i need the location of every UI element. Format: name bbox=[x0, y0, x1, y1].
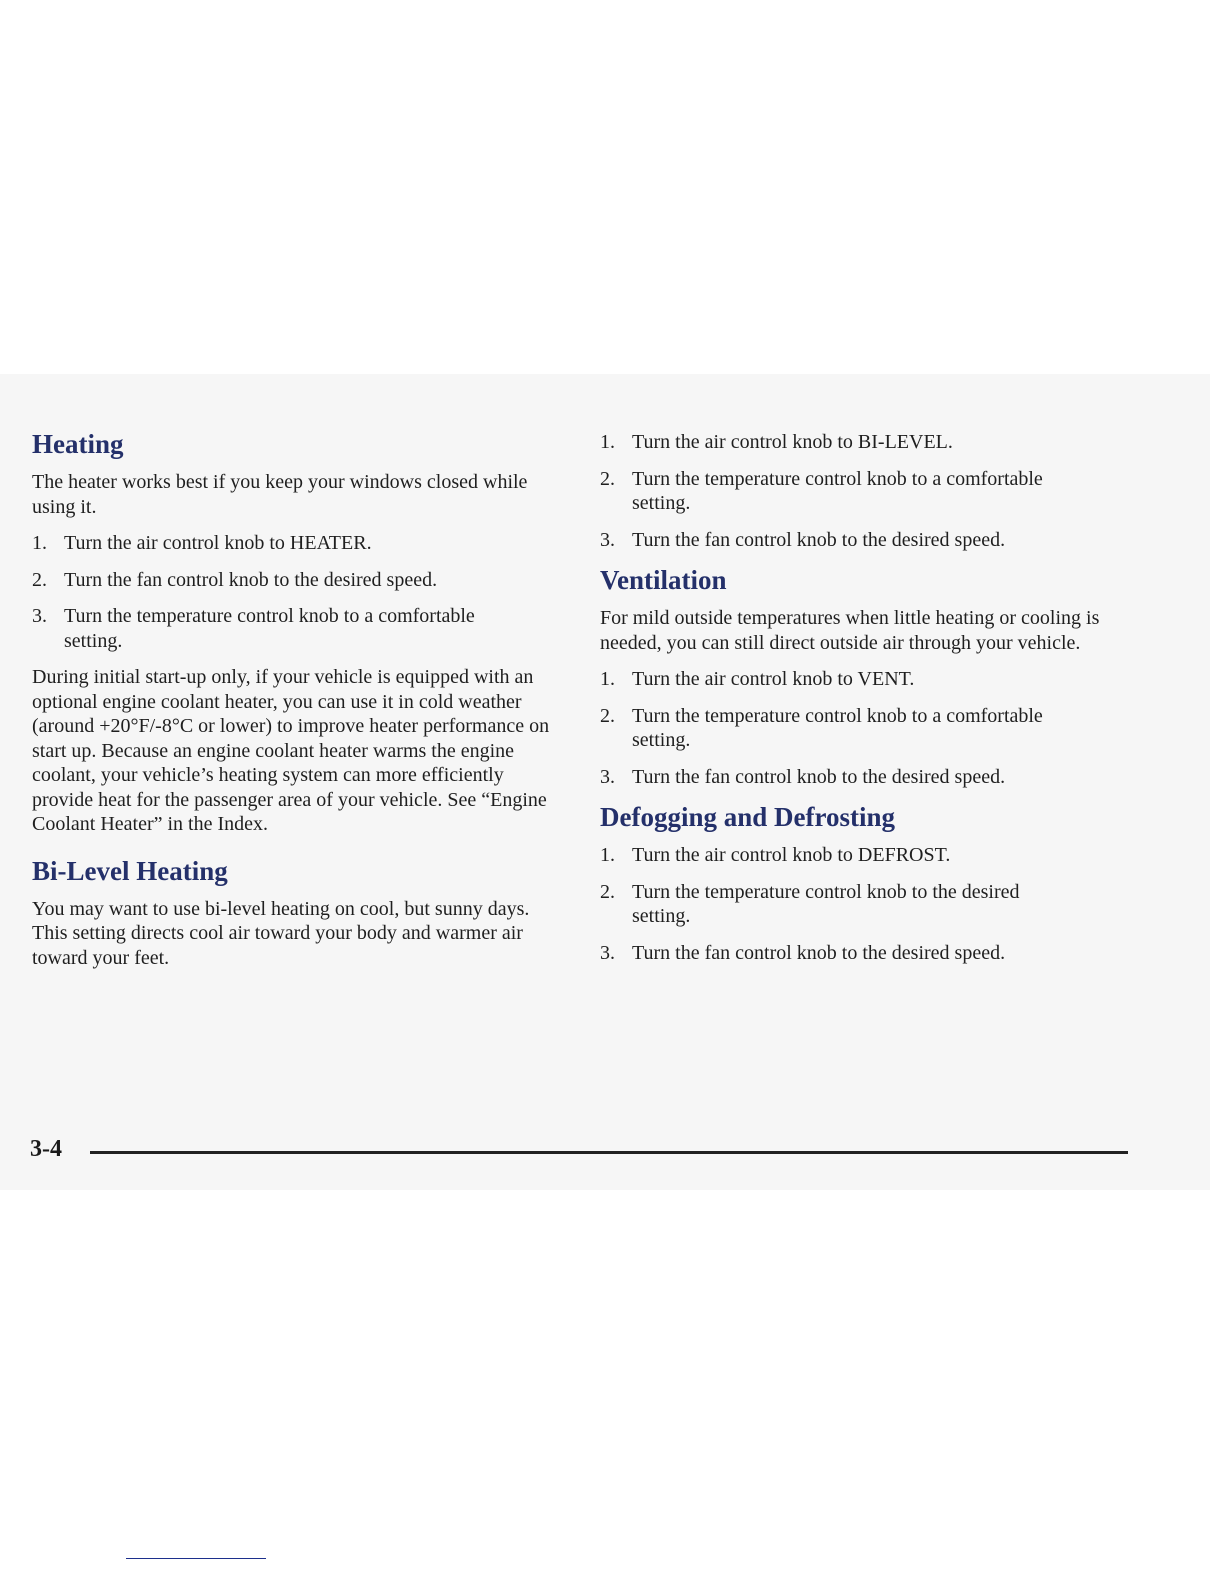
step-text: Turn the air control knob to HEATER. bbox=[64, 532, 372, 554]
list-item bbox=[600, 528, 1160, 553]
heading-heating: Heating bbox=[32, 429, 124, 459]
list-item bbox=[600, 704, 1052, 753]
step-number: 1. bbox=[600, 431, 615, 453]
heating-note: During initial start-up only, if your vehicle is equipped with an optional engine coolant heater, you can use it in cold weather (around +20°F/-8°C or lower) to improve heater performance on start up. Because an engine coolant heater warms the engine coolant, your vehicle’s heating system can more efficiently provide heat for the passenger area of your vehicle. See “Engine Coolant Heater” in the Index. bbox=[32, 666, 550, 835]
heading-ventilation: Ventilation bbox=[600, 565, 727, 595]
list-item bbox=[600, 765, 1160, 790]
step-text: Turn the fan control knob to the desired speed. bbox=[64, 568, 438, 591]
step-number: 1. bbox=[600, 844, 615, 866]
step-text: Turn the fan control knob to the desired speed. bbox=[632, 528, 1006, 551]
page-number: 3-4 bbox=[30, 1136, 62, 1162]
list-item bbox=[32, 531, 562, 556]
step-number: 3. bbox=[600, 941, 615, 964]
list-item bbox=[32, 568, 562, 593]
list-item bbox=[600, 843, 1160, 868]
step-number: 1. bbox=[600, 668, 615, 690]
step-number: 3. bbox=[600, 765, 615, 788]
step-number: 1. bbox=[32, 532, 47, 554]
step-text: Turn the air control knob to DEFROST. bbox=[632, 844, 951, 866]
footer-divider bbox=[90, 1151, 1128, 1154]
step-number: 2. bbox=[600, 880, 615, 903]
bottom-divider bbox=[126, 1558, 266, 1559]
step-text: Turn the fan control knob to the desired speed. bbox=[632, 941, 1006, 964]
step-number: 3. bbox=[600, 528, 615, 551]
bi-level-steps bbox=[600, 430, 1160, 552]
heating-steps bbox=[32, 531, 562, 653]
defog-steps bbox=[600, 843, 1160, 965]
list-item bbox=[600, 941, 1160, 966]
step-text: Turn the temperature control knob to a comfortable setting. bbox=[64, 605, 475, 652]
step-number: 2. bbox=[600, 704, 615, 727]
step-text: Turn the fan control knob to the desired speed. bbox=[632, 765, 1006, 788]
list-item bbox=[600, 430, 1160, 455]
step-number: 2. bbox=[32, 568, 47, 591]
bi-level-intro: You may want to use bi-level heating on cool, but sunny days. This setting directs cool air toward your body and warmer air toward your feet. bbox=[32, 897, 530, 969]
step-text: Turn the temperature control knob to the desired setting. bbox=[632, 880, 1020, 927]
step-text: Turn the air control knob to VENT. bbox=[632, 668, 915, 690]
left-column bbox=[32, 428, 562, 982]
ventilation-intro: For mild outside temperatures when little heating or cooling is needed, you can still direct outside air through your vehicle. bbox=[600, 607, 1100, 654]
step-text: Turn the air control knob to BI-LEVEL. bbox=[632, 431, 953, 453]
step-text: Turn the temperature control knob to a comfortable setting. bbox=[632, 704, 1043, 751]
list-item bbox=[32, 604, 484, 653]
right-column bbox=[600, 428, 1160, 977]
ventilation-steps bbox=[600, 667, 1160, 789]
list-item bbox=[600, 667, 1160, 692]
step-text: Turn the temperature control knob to a comfortable setting. bbox=[632, 467, 1043, 514]
list-item bbox=[600, 880, 1052, 929]
heating-intro: The heater works best if you keep your windows closed while using it. bbox=[32, 471, 528, 518]
step-number: 2. bbox=[600, 467, 615, 490]
heading-defogging-and-defrosting: Defogging and Defrosting bbox=[600, 802, 896, 832]
heading-bi-level-heating: Bi-Level Heating bbox=[32, 855, 228, 886]
list-item bbox=[600, 467, 1052, 516]
step-number: 3. bbox=[32, 605, 47, 627]
